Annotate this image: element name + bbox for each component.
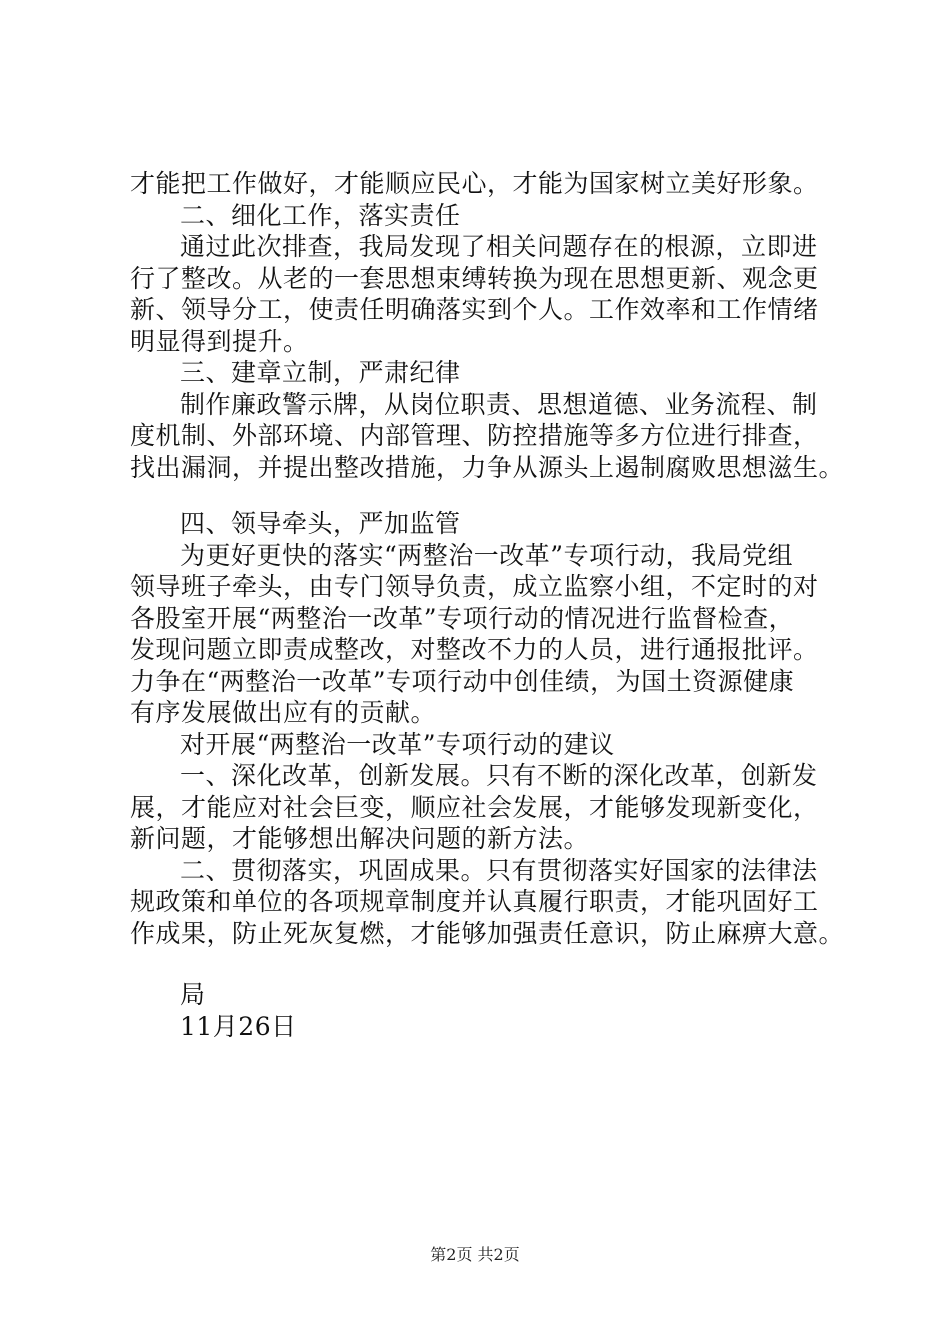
paragraph-line: 新问题，才能够想出解决问题的新方法。 bbox=[130, 824, 590, 853]
paragraph-line: 一、深化改革，创新发展。只有不断的深化改革，创新发 bbox=[180, 761, 818, 790]
signature-org: 局 bbox=[180, 980, 206, 1009]
paragraph-line: 二、贯彻落实，巩固成果。只有贯彻落实好国家的法律法 bbox=[180, 855, 818, 885]
blank-line bbox=[130, 483, 850, 508]
paragraph-line: 为更好更快的落实“两整治一改革”专项行动，我局党组 bbox=[180, 540, 794, 570]
section-heading-3: 三、建章立制，严肃纪律 bbox=[180, 358, 461, 387]
page-footer: 第2页 共2页 bbox=[430, 1245, 520, 1264]
paragraph-line: 展，才能应对社会巨变，顺应社会发展，才能够发现新变化， bbox=[130, 792, 819, 822]
paragraph-line: 才能把工作做好，才能顺应民心，才能为国家树立美好形象。 bbox=[130, 169, 819, 198]
paragraph-line: 各股室开展“两整治一改革”专项行动的情况进行监督检查， bbox=[130, 603, 795, 633]
paragraph-line: 行了整改。从老的一套思想束缚转换为现在思想更新、观念更 bbox=[130, 263, 819, 293]
suggestions-heading: 对开展“两整治一改革”专项行动的建议 bbox=[180, 729, 615, 759]
signature-date: 11月26日 bbox=[180, 1011, 297, 1041]
paragraph-line: 明显得到提升。 bbox=[130, 326, 309, 356]
document-body bbox=[130, 168, 850, 1042]
paragraph-line: 规政策和单位的各项规章制度并认真履行职责，才能巩固好工 bbox=[130, 887, 819, 916]
paragraph-line: 有序发展做出应有的贡献。 bbox=[130, 698, 437, 727]
paragraph-line: 发现问题立即责成整改，对整改不力的人员，进行通报批评。 bbox=[130, 635, 819, 664]
blank-line bbox=[130, 949, 850, 979]
paragraph-line: 领导班子牵头，由专门领导负责，成立监察小组，不定时的对 bbox=[130, 572, 819, 601]
paragraph-line: 度机制、外部环境、内部管理、防控措施等多方位进行排查， bbox=[130, 421, 819, 450]
section-heading-4: 四、领导牵头，严加监管 bbox=[180, 509, 461, 538]
paragraph-line: 制作廉政警示牌，从岗位职责、思想道德、业务流程、制 bbox=[180, 389, 818, 419]
paragraph-line: 通过此次排查，我局发现了相关问题存在的根源，立即进 bbox=[180, 232, 818, 261]
paragraph-line: 力争在“两整治一改革”专项行动中创佳绩，为国土资源健康 bbox=[130, 666, 795, 696]
paragraph-line: 新、领导分工，使责任明确落实到个人。工作效率和工作情绪 bbox=[130, 295, 819, 324]
paragraph-line: 作成果，防止死灰复燃，才能够加强责任意识，防止麻痹大意。 bbox=[130, 918, 845, 948]
section-heading-2: 二、细化工作，落实责任 bbox=[180, 200, 461, 230]
paragraph-line: 找出漏洞，并提出整改措施，力争从源头上遏制腐败思想滋生。 bbox=[130, 452, 845, 482]
